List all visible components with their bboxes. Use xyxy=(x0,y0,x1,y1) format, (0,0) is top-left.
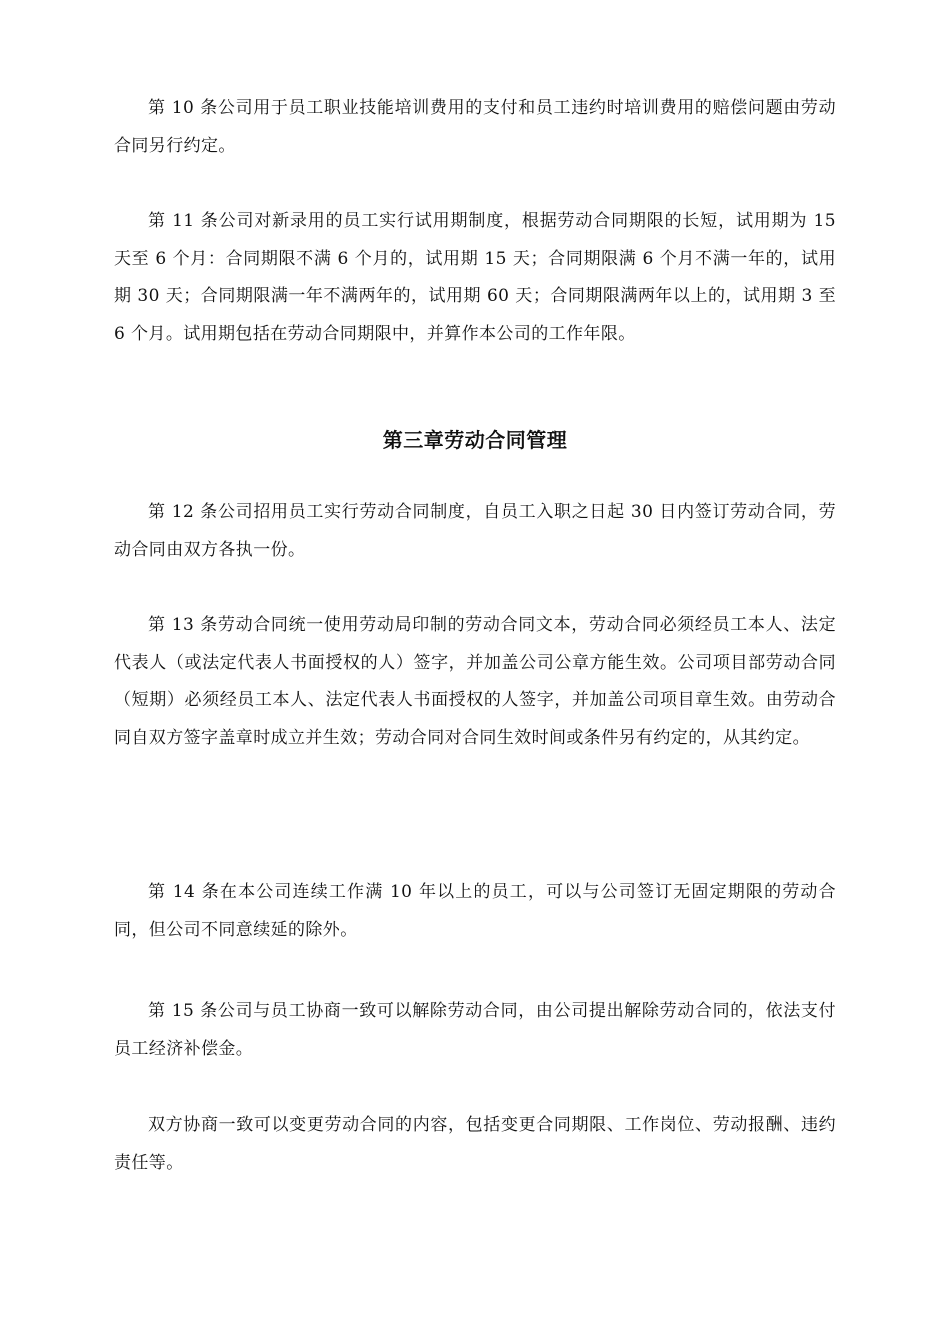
chapter-heading: 第三章劳动合同管理 xyxy=(382,428,568,452)
article-13-paragraph: 第 13 条劳动合同统一使用劳动局印制的劳动合同文本，劳动合同必须经员工本人、法定代表人（或法定代表人书面授权的人）签字，并加盖公司公章方能生效。公司项目部劳动合同（短期）必须经员工本人、法定代表人书面授权的人签字，并加盖公司项目章生效。由劳动合同自双方签字盖章时成立并生效；劳动合同对合同生效时间或条件另有约定的，从其约定。 xyxy=(114,615,836,748)
article-10-paragraph: 第 10 条公司用于员工职业技能培训费用的支付和员工违约时培训费用的赔偿问题由劳动合同另行约定。 xyxy=(114,98,836,156)
article-11-paragraph: 第 11 条公司对新录用的员工实行试用期制度，根据劳动合同期限的长短，试用期为 15 天至 6 个月：合同期限不满 6 个月的，试用期 15 天；合同期限满 6 个月不满一年的，试用期 30 天；合同期限满一年不满两年的，试用期 60 天；合同期限满两年以上的，试用期 3 至 6 个月。试用期包括在劳动合同期限中，并算作本公司的工作年限。 xyxy=(114,211,836,344)
article-14-paragraph: 第 14 条在本公司连续工作满 10 年以上的员工，可以与公司签订无固定期限的劳动合同，但公司不同意续延的除外。 xyxy=(114,882,836,940)
article-12-paragraph: 第 12 条公司招用员工实行劳动合同制度，自员工入职之日起 30 日内签订劳动合同，劳动合同由双方各执一份。 xyxy=(114,502,836,560)
article-15-paragraph: 第 15 条公司与员工协商一致可以解除劳动合同，由公司提出解除劳动合同的，依法支付员工经济补偿金。 xyxy=(114,1001,836,1059)
contract-change-paragraph: 双方协商一致可以变更劳动合同的内容，包括变更合同期限、工作岗位、劳动报酬、违约责任等。 xyxy=(114,1115,836,1173)
